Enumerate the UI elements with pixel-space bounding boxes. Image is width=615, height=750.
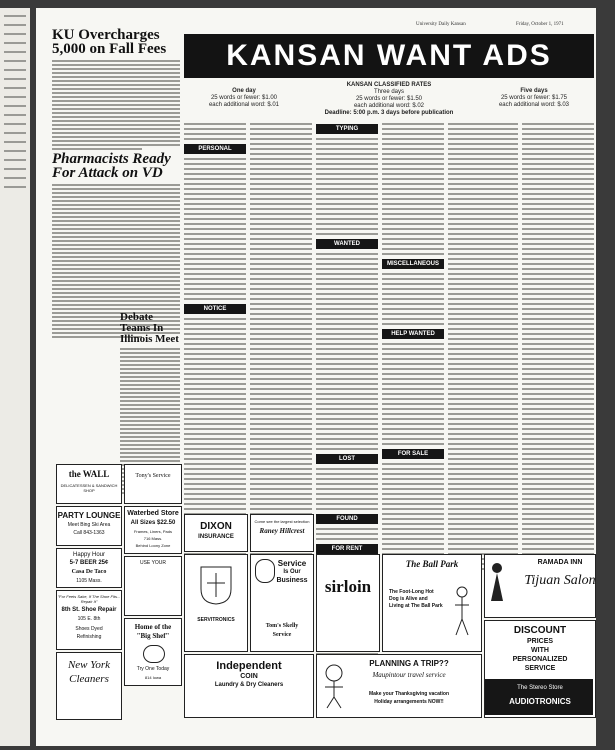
classified-column-1 xyxy=(184,120,246,530)
ad-waterbed-store: Waterbed Store All Sizes $22.50 Frames, Liners, Pads 716 Mass. Behind Loony Zone xyxy=(124,506,182,554)
ad-tijuan-salon: RAMADA INN Tijuan Salon xyxy=(484,554,596,618)
want-ads-banner: KANSAN WANT ADS xyxy=(184,34,594,78)
ad-raney-hillcrest: Come see the largest selection Raney Hillcrest xyxy=(250,514,314,552)
classified-rates xyxy=(184,82,594,118)
ad-the-ball-park: The Ball Park The Foot-Long Hot Dog is Alive and Living at The Ball Park xyxy=(382,554,482,652)
section-lost: LOST xyxy=(316,454,378,464)
ad-casa-de-taco: Happy Hour 5-7 BEER 25¢ Casa De Taco 1105 Mass. xyxy=(56,548,122,588)
ad-dixon-insurance: DIXON INSURANCE xyxy=(184,514,248,552)
servitronics-crest-icon xyxy=(199,565,233,605)
ad-maupintour-travel: PLANNING A TRIP?? Maupintour travel service Make your Thanksgiving vacation Holiday arrangements NOW!! xyxy=(316,654,482,718)
classified-column-4 xyxy=(382,120,444,530)
ad-sirloin: sirloin xyxy=(316,554,380,652)
ball-park-slogan: The Foot-Long Hot Dog is Alive and Living at The Ball Park xyxy=(389,589,443,609)
left-page-edge xyxy=(0,8,30,746)
story-headline-fees: KU Overcharges 5,000 on Fall Fees xyxy=(52,27,167,57)
ad-audiotronics-discount: DISCOUNT PRICES WITH PERSONALIZED SERVICE The Stereo Store AUDIOTRONICS xyxy=(484,620,596,718)
publication-name: University Daily Kansan xyxy=(416,22,466,27)
ad-big-shef: Home of the "Big Shef" Try One Today 814 Iowa xyxy=(124,618,182,686)
classified-column-5 xyxy=(448,120,518,530)
ad-party-lounge: PARTY LOUNGE Meet Bing Ski Area Call 843-1363 xyxy=(56,506,122,546)
section-wanted: WANTED xyxy=(316,239,378,249)
newspaper-page xyxy=(36,8,596,746)
section-help-wanted: HELP WANTED xyxy=(382,329,444,339)
section-personal: PERSONAL xyxy=(184,144,246,154)
ad-servitronics: SERVITRONICS xyxy=(184,554,248,652)
rate-one-day: One day 25 words or fewer: $1.00 each additional word: $.01 xyxy=(208,88,280,108)
section-typing: TYPING xyxy=(316,124,378,134)
classified-column-6 xyxy=(522,120,594,530)
section-for-rent: FOR RENT xyxy=(316,544,378,554)
salon-lady-icon xyxy=(489,561,505,611)
ad-shoe-repair: "For Feets Sake, If The Shoe Fits... Repair It" 8th St. Shoe Repair 105 E. 8th Shoes Dyed Refinishing xyxy=(56,590,122,650)
section-found: FOUND xyxy=(316,514,378,524)
issue-date: Friday, October 1, 1971 xyxy=(516,22,564,27)
rate-five-days: Five days 25 words or fewer: $1.75 each additional word: $.03 xyxy=(498,88,570,108)
ad-use-your: USE YOUR xyxy=(124,556,182,616)
section-for-sale: FOR SALE xyxy=(382,449,444,459)
hot-dog-figure-icon xyxy=(453,585,471,637)
rate-three-days: KANSAN CLASSIFIED RATES Three days 25 words or fewer: $1.50 each additional word: $.02 Deadline: 5:00 p.m. 3 days before publication xyxy=(324,82,454,116)
big-shef-emblem-icon xyxy=(143,645,165,663)
ad-the-wall: the WALL DELICATESSEN & SANDWICH SHOP xyxy=(56,464,122,504)
ad-tonys-service: Tony's Service xyxy=(124,464,182,504)
section-miscellaneous: MISCELLANEOUS xyxy=(382,259,444,269)
story-headline-vd: Pharmacists Ready For Attack on VD xyxy=(52,151,171,181)
ad-toms-skelly-service: Service Is Our Business Tom's Skelly Service xyxy=(250,554,314,652)
classified-column-3 xyxy=(316,120,378,552)
ad-independent-coin-laundry: Independent COIN Laundry & Dry Cleaners xyxy=(184,654,314,718)
classified-column-2 xyxy=(250,120,312,530)
section-notice: NOTICE xyxy=(184,304,246,314)
story-headline-debate: Debate Teams In Illinois Meet xyxy=(120,311,179,345)
ad-new-york-cleaners: New York Cleaners xyxy=(56,652,122,720)
